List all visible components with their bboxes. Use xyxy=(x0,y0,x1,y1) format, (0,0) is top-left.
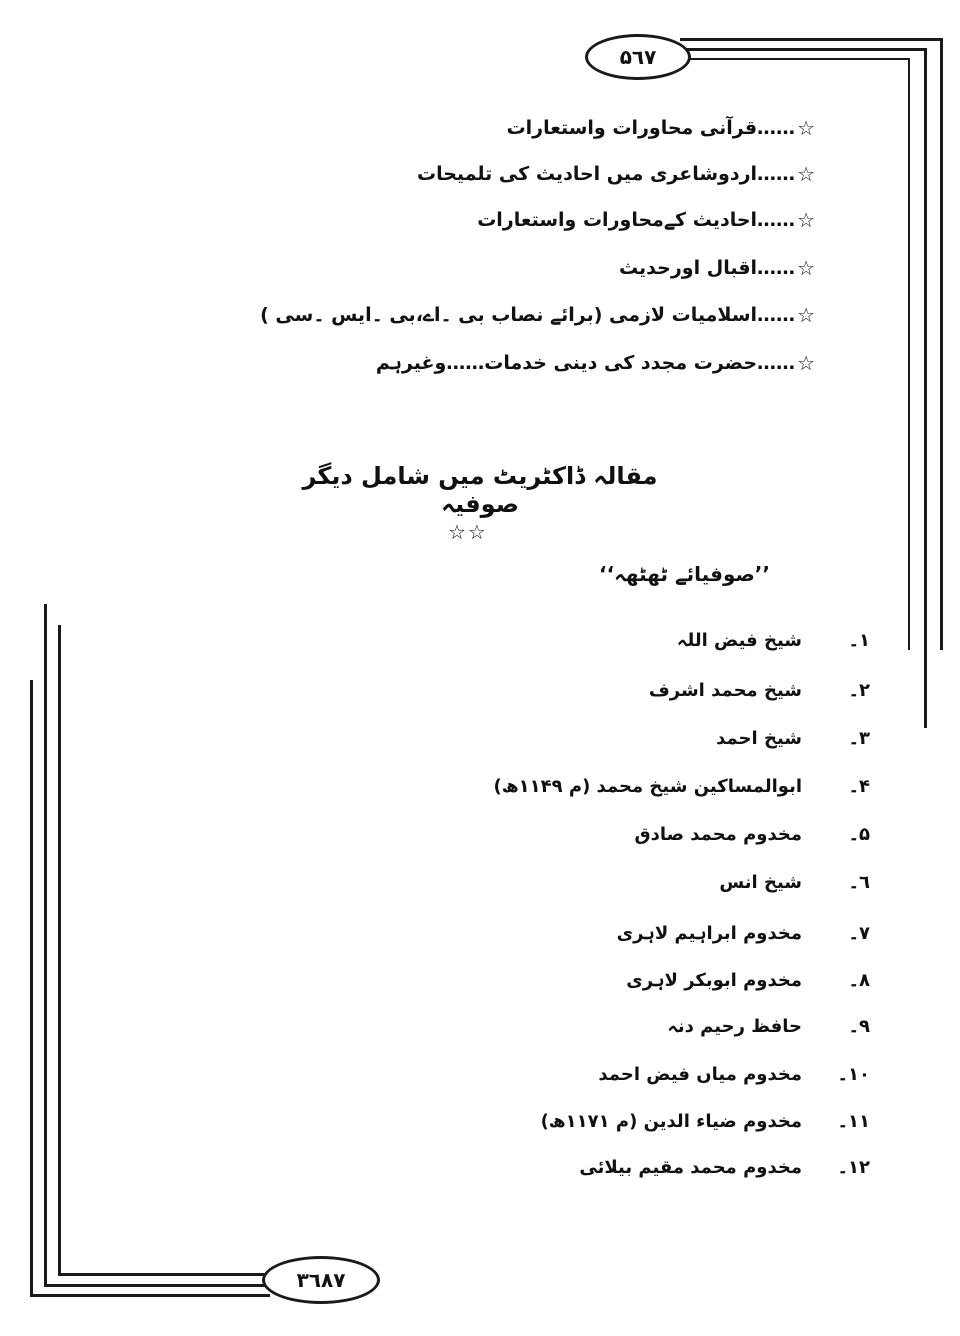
bottom-page-number xyxy=(262,1256,380,1304)
list-item xyxy=(617,923,870,944)
star-icon: ☆ xyxy=(797,208,815,232)
list-item xyxy=(598,1064,870,1085)
star-icon: ☆ xyxy=(797,162,815,186)
bullet-text: ……اردوشاعری میں احادیث کی تلمیحات xyxy=(417,163,796,185)
bullet-text: ……اقبال اورحدیث xyxy=(618,257,796,279)
list-name: شیخ محمد اشرف xyxy=(648,680,802,701)
list-item xyxy=(716,728,870,749)
list-number: ۱۲۔ xyxy=(837,1157,870,1178)
frame-right-line-outer xyxy=(940,38,943,650)
bullet-text: ……احادیث کےمحاورات واستعارات xyxy=(477,209,796,231)
bullet-item-5 xyxy=(260,303,815,327)
list-number: ۱۱۔ xyxy=(837,1111,870,1132)
list-name: مخدوم محمد صادق xyxy=(634,824,802,845)
frame-right-line-inner xyxy=(908,58,910,650)
list-number: ۲۔ xyxy=(848,680,870,701)
bullet-item-1 xyxy=(507,116,815,140)
list-name: حافظ رحیم دنہ xyxy=(667,1016,802,1037)
frame-right-line-middle xyxy=(924,48,927,728)
list-item xyxy=(635,824,871,845)
list-number: ۵۔ xyxy=(848,824,870,845)
list-number: ۷۔ xyxy=(848,923,870,944)
frame-top-line-middle xyxy=(680,48,926,51)
list-name: مخدوم ضیاء الدین (م ۱۱۷۱ھ) xyxy=(540,1111,802,1132)
bullet-text: ……حضرت مجدد کی دینی خدمات……وغیرہم xyxy=(375,352,796,374)
list-name: شیخ احمد xyxy=(716,728,802,749)
star-icon: ☆ xyxy=(797,303,815,327)
list-item xyxy=(626,970,870,991)
list-item xyxy=(494,776,870,797)
bullet-item-6 xyxy=(376,351,815,375)
subheading: ’’صوفیائے ٹھٹھہ‘‘ xyxy=(598,562,770,586)
frame-left-line-inner xyxy=(30,680,33,1296)
list-name: مخدوم میاں فیض احمد xyxy=(598,1064,802,1085)
list-name: مخدوم ابوبکر لاہری xyxy=(626,970,802,991)
list-number: ۱۰۔ xyxy=(837,1064,870,1085)
list-name: ابوالمساکین شیخ محمد (م ۱۱۴۹ھ) xyxy=(493,776,802,797)
list-number: ۸۔ xyxy=(848,970,870,991)
star-icon: ☆ xyxy=(797,256,815,280)
top-page-number xyxy=(585,34,691,80)
star-icon: ☆ xyxy=(797,351,815,375)
frame-top-line-outer xyxy=(680,38,942,41)
list-item xyxy=(579,1157,870,1178)
list-item xyxy=(719,872,870,893)
frame-top-line-inner xyxy=(680,58,910,60)
bottom-page-number-text: ۳٦٨٧ xyxy=(296,1268,346,1292)
list-number: ۳۔ xyxy=(848,728,870,749)
list-name: مخدوم محمد مقیم بیلائی xyxy=(579,1157,802,1178)
list-number: ۴۔ xyxy=(848,776,870,797)
list-number: ۱۔ xyxy=(848,630,870,651)
list-number: ۹۔ xyxy=(848,1016,870,1037)
bullet-item-4 xyxy=(619,256,815,280)
heading-stars-icon: ☆☆ xyxy=(448,520,488,544)
frame-bottom-line-outer xyxy=(30,1294,270,1297)
bullet-text: ……اسلامیات لازمی (برائے نصاب بی ۔اے،بی ۔ایس ۔سی ) xyxy=(260,304,796,326)
bullet-item-3 xyxy=(477,208,815,232)
frame-left-line-middle xyxy=(58,625,61,1275)
star-icon: ☆ xyxy=(797,116,815,140)
frame-left-line-outer xyxy=(44,604,47,1286)
list-name: مخدوم ابراہیم لاہری xyxy=(616,923,802,944)
list-name: شیخ انس xyxy=(719,872,802,893)
list-name: شیخ فیض اللہ xyxy=(676,630,802,651)
bullet-item-2 xyxy=(417,162,815,186)
list-number: ٦۔ xyxy=(848,872,870,893)
top-page-number-text: ۵٦٧ xyxy=(619,45,657,69)
list-item xyxy=(541,1111,870,1132)
list-item xyxy=(677,630,870,651)
section-heading: مقالہ ڈاکٹریٹ میں شامل دیگر صوفیہ xyxy=(302,462,658,518)
bullet-text: ……قرآنی محاورات واستعارات xyxy=(506,117,796,139)
list-item xyxy=(649,680,870,701)
frame-bottom-line-middle xyxy=(44,1284,270,1287)
list-item xyxy=(667,1016,870,1037)
frame-bottom-line-inner xyxy=(58,1273,270,1276)
